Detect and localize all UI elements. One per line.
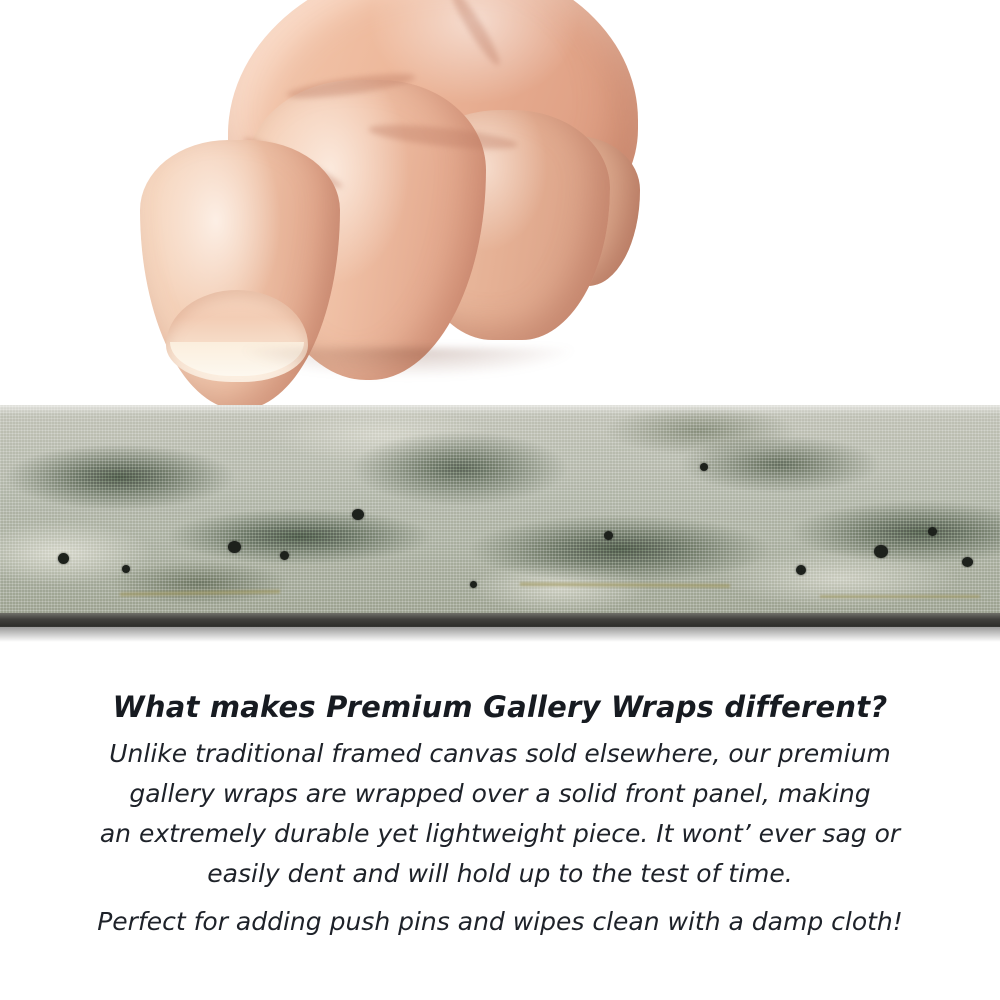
caption-block xyxy=(0,690,1000,942)
paint-speck xyxy=(962,557,973,567)
caption-line: gallery wraps are wrapped over a solid front panel, making xyxy=(129,779,871,808)
hand-illustration xyxy=(118,0,638,430)
canvas-top-highlight xyxy=(0,405,1000,415)
caption-line: an extremely durable yet lightweight piece. It wont’ ever sag or xyxy=(99,819,901,848)
paint-speck xyxy=(122,565,130,573)
paint-speck xyxy=(470,581,477,588)
paint-speck xyxy=(352,509,364,520)
canvas-print-surface xyxy=(0,405,1000,617)
paint-speck xyxy=(58,553,69,564)
canvas-weave-texture xyxy=(0,405,1000,617)
caption-body xyxy=(0,734,1000,942)
paint-speck xyxy=(700,463,708,471)
paint-speck xyxy=(280,551,289,560)
wrap-drop-shadow xyxy=(0,626,1000,642)
paint-speck xyxy=(604,531,613,540)
caption-title: What makes Premium Gallery Wraps different? xyxy=(112,690,888,724)
caption-closing-line: Perfect for adding push pins and wipes clean with a damp cloth! xyxy=(97,907,903,936)
paint-speck xyxy=(928,527,937,536)
caption-line: Unlike traditional framed canvas sold elsewhere, our premium xyxy=(109,739,891,768)
hand-contact-shadow xyxy=(238,348,578,378)
paint-speck xyxy=(874,545,888,558)
gallery-wrap-slab xyxy=(0,405,1000,637)
ochre-streak xyxy=(820,595,980,598)
paint-speck xyxy=(228,541,241,553)
wrap-dark-edge xyxy=(0,613,1000,627)
caption-line: easily dent and will hold up to the test of time. xyxy=(207,859,793,888)
paint-speck xyxy=(796,565,806,575)
